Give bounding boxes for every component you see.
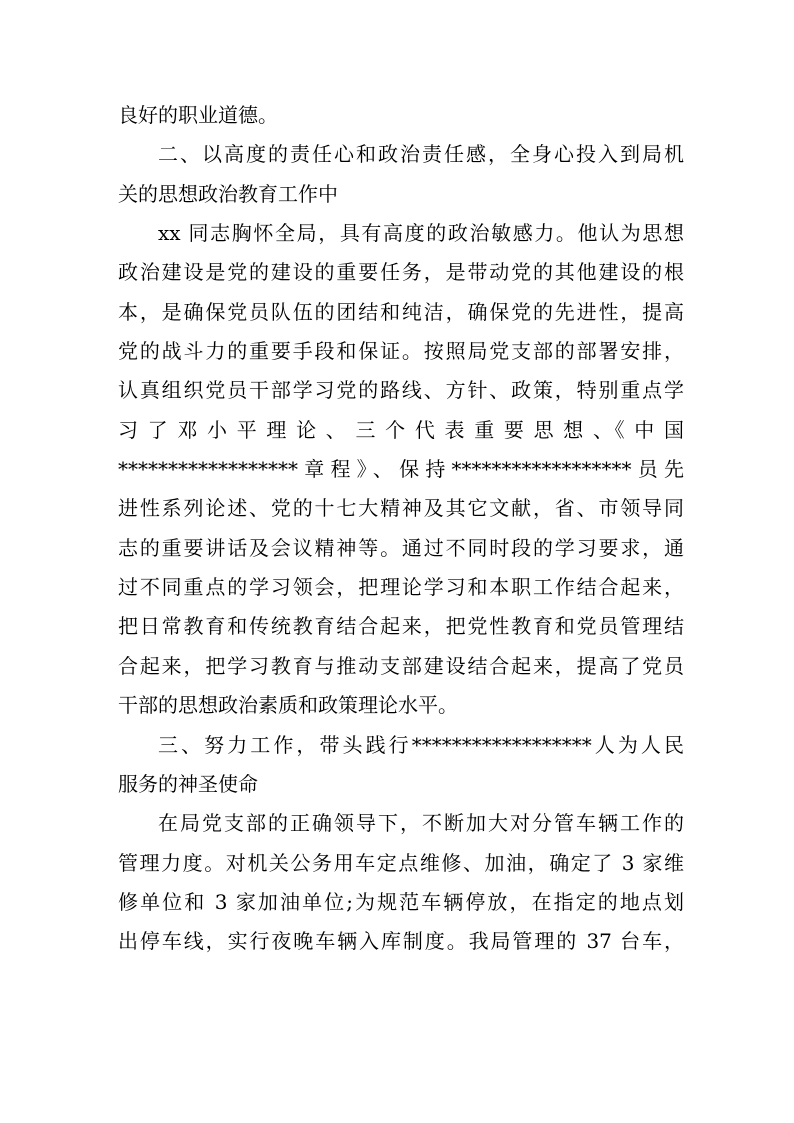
paragraph-line: 认真组织党员干部学习党的路线、方针、政策，特别重点学: [118, 378, 684, 403]
document-body: [118, 96, 684, 962]
section-heading-line: 三、努力工作，带头践行******************人为人民: [158, 732, 684, 757]
section-heading-line: 二、以高度的责任心和政治责任感，全身心投入到局机: [158, 142, 684, 167]
paragraph-line: 进性系列论述、党的十七大精神及其它文献，省、市领导同: [118, 496, 684, 521]
paragraph-line: 本，是确保党员队伍的团结和纯洁，确保党的先进性，提高: [118, 299, 684, 324]
paragraph-line: 习 了 邓 小 平 理 论 、 三 个 代 表 重 要 思 想 、《 中 国: [118, 417, 684, 442]
paragraph-line: 修单位和 3 家加油单位;为规范车辆停放，在指定的地点划: [118, 889, 684, 914]
paragraph-line: 合起来，把学习教育与推动支部建设结合起来，提高了党员: [118, 653, 684, 678]
paragraph-line: ******************章程》、保持******************员先: [118, 457, 684, 482]
paragraph-line: 干部的思想政治素质和政策理论水平。: [118, 693, 458, 718]
paragraph-line: xx 同志胸怀全局，具有高度的政治敏感力。他认为思想: [158, 221, 684, 246]
paragraph-line: 出停车线，实行夜晚车辆入库制度。我局管理的 37 台车，: [118, 929, 684, 954]
section-heading-line: 服务的神圣使命: [118, 771, 258, 796]
section-heading-line: 关的思想政治教育工作中: [118, 181, 338, 206]
paragraph-line: 良好的职业道德。: [118, 103, 278, 127]
paragraph-line: 管理力度。对机关公务用车定点维修、加油，确定了 3 家维: [118, 850, 684, 875]
paragraph-line: 过不同重点的学习领会，把理论学习和本职工作结合起来，: [118, 575, 684, 600]
paragraph-line: 政治建设是党的建设的重要任务，是带动党的其他建设的根: [118, 260, 684, 285]
paragraph-line: 党的战斗力的重要手段和保证。按照局党支部的部署安排，: [118, 339, 684, 364]
paragraph-line: 志的重要讲话及会议精神等。通过不同时段的学习要求，通: [118, 535, 684, 560]
paragraph-line: 在局党支部的正确领导下，不断加大对分管车辆工作的: [158, 811, 684, 836]
paragraph-line: 把日常教育和传统教育结合起来，把党性教育和党员管理结: [118, 614, 684, 639]
